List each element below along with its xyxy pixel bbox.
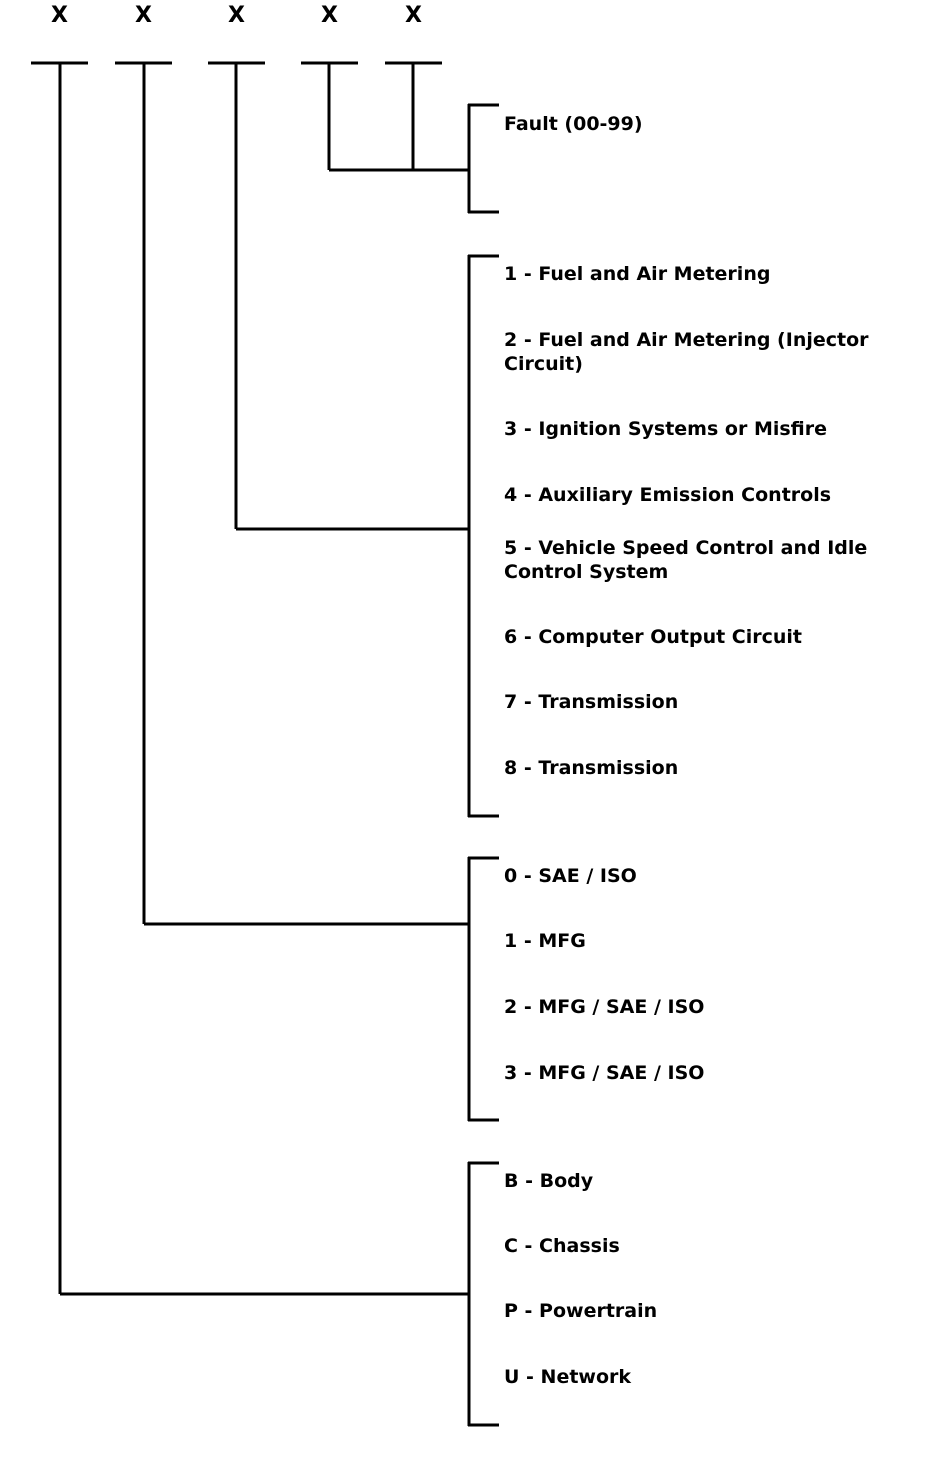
fault-range-label: Fault (00-99) — [504, 113, 643, 135]
code-type-item: 1 - MFG — [504, 930, 586, 952]
code-position-3: X — [228, 3, 245, 28]
code-type-item: 2 - MFG / SAE / ISO — [504, 996, 705, 1018]
system-item: B - Body — [504, 1170, 594, 1192]
subsystem-item: 2 - Fuel and Air Metering (Injector Circuit) — [504, 329, 869, 375]
code-position-1: X — [51, 3, 68, 28]
subsystem-item: 1 - Fuel and Air Metering — [504, 263, 771, 285]
system-item: U - Network — [504, 1366, 632, 1388]
subsystem-item: 7 - Transmission — [504, 691, 679, 713]
subsystem-item: 5 - Vehicle Speed Control and Idle Control System — [504, 537, 868, 583]
subsystem-item: 3 - Ignition Systems or Misfire — [504, 418, 828, 440]
system-item: P - Powertrain — [504, 1300, 658, 1322]
subsystem-item: 6 - Computer Output Circuit — [504, 626, 803, 648]
subsystem-item: 8 - Transmission — [504, 757, 679, 779]
subsystem-item: 4 - Auxiliary Emission Controls — [504, 484, 832, 506]
code-type-item: 0 - SAE / ISO — [504, 865, 637, 887]
code-position-5: X — [405, 3, 422, 28]
code-position-4: X — [321, 3, 338, 28]
system-item: C - Chassis — [504, 1235, 620, 1257]
code-type-item: 3 - MFG / SAE / ISO — [504, 1062, 705, 1084]
code-position-2: X — [135, 3, 152, 28]
